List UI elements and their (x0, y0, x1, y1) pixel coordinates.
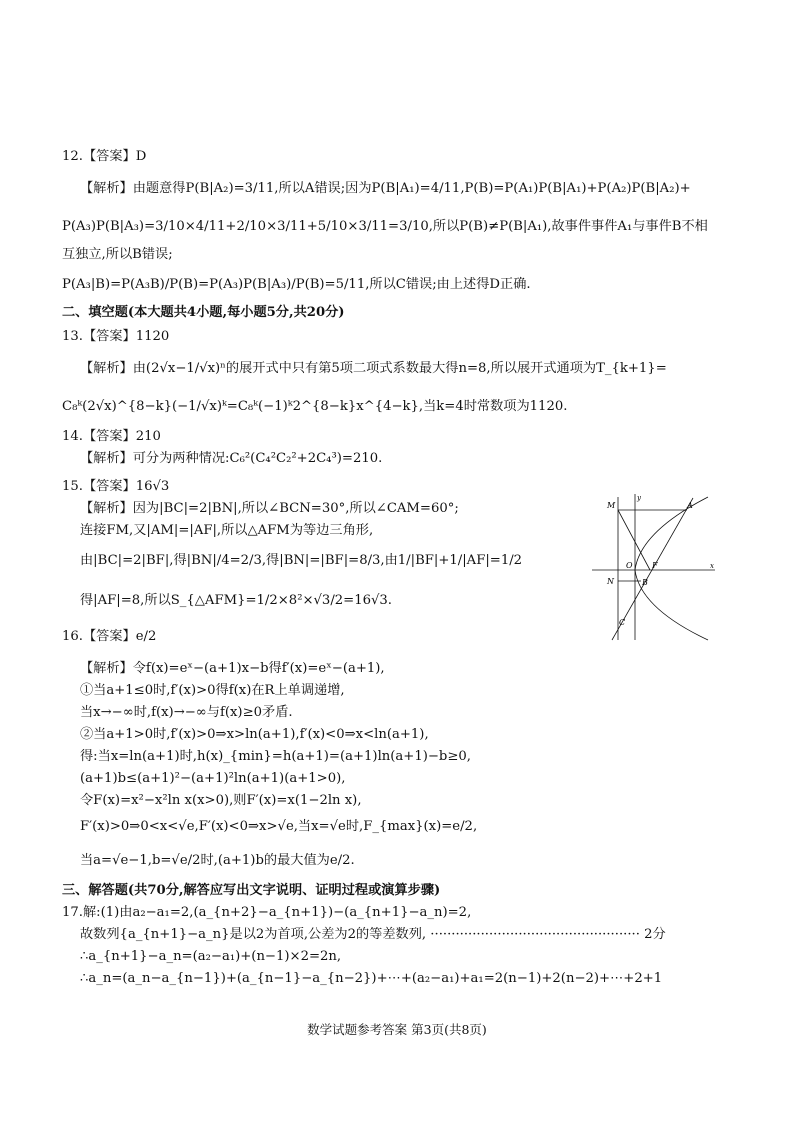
text-line: 【解析】令f(x)=eˣ−(a+1)x−b得f′(x)=eˣ−(a+1), (80, 661, 385, 676)
text-line: 二、填空题(本大题共4小题,每小题5分,共20分) (62, 305, 345, 320)
text-line: 故数列{a_{n+1}−a_n}是以2为首项,公差为2的等差数列, ·················································· 2分 (80, 927, 666, 942)
text-line: ①当a+1≤0时,f′(x)>0得f(x)在R上单调递增, (80, 683, 345, 698)
page-footer: 数学试题参考答案 第3页(共8页) (307, 1022, 487, 1037)
label-y: y (637, 494, 641, 502)
text-line: 得:当x=ln(a+1)时,h(x)_{min}=h(a+1)=(a+1)ln(a+1)−b≥0, (80, 749, 472, 764)
label-o: O (626, 561, 633, 570)
text-line: P(A₃|B)=P(A₃B)/P(B)=P(A₃)P(B|A₃)/P(B)=5/11,所以C错误;由上述得D正确. (62, 277, 531, 292)
segment-mf (618, 510, 650, 570)
text-line: 当x→−∞时,f(x)→−∞与f(x)≥0矛盾. (80, 705, 293, 720)
label-c: C (619, 618, 626, 627)
label-x: x (710, 562, 714, 570)
text-line: 三、解答题(共70分,解答应写出文字说明、证明过程或演算步骤) (62, 883, 441, 898)
text-line: ∴a_{n+1}−a_n=(a₂−a₁)+(n−1)×2=2n, (80, 949, 342, 964)
text-line: 17.解:(1)由a₂−a₁=2,(a_{n+2}−a_{n+1})−(a_{n+1}−a_n)=2, (62, 905, 472, 920)
text-line: 13.【答案】1120 (62, 329, 170, 344)
label-a: A (687, 501, 693, 510)
text-line: ②当a+1>0时,f′(x)>0⇒x>ln(a+1),f′(x)<0⇒x<ln(a+1), (80, 727, 429, 742)
text-line: 令F(x)=x²−x²ln x(x>0),则F′(x)=x(1−2ln x), (80, 793, 362, 808)
label-n: N (607, 577, 614, 586)
label-m: M (607, 501, 616, 510)
text-line: 15.【答案】16√3 (62, 479, 170, 494)
text-line: 当a=√e−1,b=√e/2时,(a+1)b的最大值为e/2. (80, 853, 355, 868)
text-line: 【解析】因为|BC|=2|BN|,所以∠BCN=30°,所以∠CAM=60°; (80, 501, 459, 516)
text-line: 得|AF|=8,所以S_{△AFM}=1/2×8²×√3/2=16√3. (80, 593, 392, 608)
text-line: 14.【答案】210 (62, 429, 161, 444)
text-line: (a+1)b≤(a+1)²−(a+1)²ln(a+1)(a+1>0), (80, 771, 346, 786)
text-line: 由|BC|=2|BF|,得|BN|/4=2/3,得|BN|=|BF|=8/3,由1/|BF|+1/|AF|=1/2 (80, 553, 523, 568)
text-line: 【解析】可分为两种情况:C₆²(C₄²C₂²+2C₄³)=210. (80, 451, 383, 466)
text-line: 16.【答案】e/2 (62, 629, 157, 644)
label-b: B (642, 578, 648, 587)
text-line: C₈ᵏ(2√x)^{8−k}(−1/√x)ᵏ=C₈ᵏ(−1)ᵏ2^{8−k}x^{4−k},当k=4时常数项为1120. (62, 399, 568, 414)
text-line: P(A₃)P(B|A₃)=3/10×4/11+2/10×3/11+5/10×3/11=3/10,所以P(B)≠P(B|A₁),故事件事件A₁与事件B不相 (62, 219, 708, 234)
text-line: ∴a_n=(a_n−a_{n−1})+(a_{n−1}−a_{n−2})+⋯+(a₂−a₁)+a₁=2(n−1)+2(n−2)+⋯+2+1 (80, 971, 663, 986)
parabola-figure (590, 492, 720, 642)
text-line: F′(x)>0⇒0<x<√e,F′(x)<0⇒x>√e,当x=√e时,F_{max}(x)=e/2, (80, 819, 478, 834)
label-f: F (652, 561, 658, 570)
text-line: 互独立,所以B错误; (62, 247, 173, 262)
text-line: 【解析】由题意得P(B|A₂)=3/11,所以A错误;因为P(B|A₁)=4/11,P(B)=P(A₁)P(B|A₁)+P(A₂)P(B|A₂)+ (80, 181, 691, 196)
text-line: 连接FM,又|AM|=|AF|,所以△AFM为等边三角形, (80, 523, 374, 538)
text-line: 【解析】由(2√x−1/√x)ⁿ的展开式中只有第5项二项式系数最大得n=8,所以展开式通项为T_{k+1}= (80, 361, 667, 376)
parabola-curve (635, 497, 708, 570)
text-line: 12.【答案】D (62, 149, 147, 164)
